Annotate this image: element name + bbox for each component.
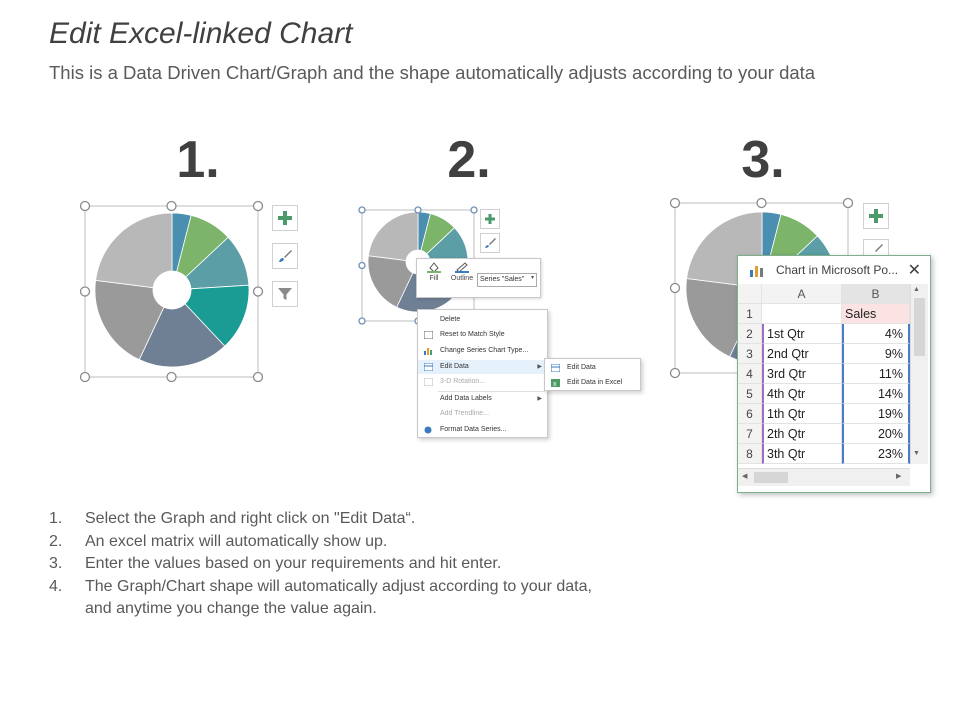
resize-handle[interactable] <box>167 373 176 382</box>
edit-data-icon <box>424 363 433 371</box>
cell-sales-value[interactable]: 14% <box>842 384 910 404</box>
brush-icon <box>277 248 293 264</box>
scroll-down-icon[interactable]: ▼ <box>913 450 920 457</box>
brush-icon <box>868 242 884 254</box>
step-number-1: 1. <box>176 131 220 189</box>
chart-styles-button[interactable] <box>272 243 298 269</box>
submenu-arrow-icon: ▶ <box>537 396 542 402</box>
pen-outline-icon <box>455 262 469 273</box>
menu-item-label: Edit Data <box>440 363 469 370</box>
resize-handle[interactable] <box>359 263 365 269</box>
resize-handle[interactable] <box>81 202 90 211</box>
resize-handle[interactable] <box>359 207 365 213</box>
format-series-icon <box>424 426 433 434</box>
plus-icon <box>277 210 293 226</box>
cell-sales-value[interactable]: 9% <box>842 344 910 364</box>
doughnut-slice[interactable] <box>96 213 172 288</box>
row-number: 1 <box>738 304 762 324</box>
plus-icon <box>484 213 496 225</box>
resize-handle[interactable] <box>81 287 90 296</box>
cell-b1-sales[interactable]: Sales <box>842 304 910 324</box>
menu-item-delete[interactable] <box>418 313 547 327</box>
menu-item-label: Delete <box>440 316 461 323</box>
edit-data-icon <box>551 364 560 372</box>
scroll-up-icon[interactable]: ▲ <box>913 286 920 293</box>
menu-item-3d-rotation <box>418 375 547 389</box>
excel-title-bar[interactable] <box>738 256 930 284</box>
cell-a1[interactable] <box>762 304 842 324</box>
plus-icon <box>868 208 884 224</box>
cell-category[interactable]: 1th Qtr <box>762 404 842 424</box>
menu-item-label: Add Trendline... <box>440 410 490 417</box>
submenu-item-edit-data[interactable] <box>545 361 640 375</box>
outline-button[interactable] <box>448 262 476 282</box>
column-header-b: B <box>842 284 910 304</box>
row-number: 2 <box>738 324 762 344</box>
step-number-3: 3. <box>741 131 785 189</box>
resize-handle[interactable] <box>254 287 263 296</box>
excel-data-window <box>737 255 931 493</box>
resize-handle[interactable] <box>254 373 263 382</box>
doughnut-slice[interactable] <box>368 212 418 260</box>
menu-item-label: Format Data Series... <box>440 426 507 433</box>
resize-handle[interactable] <box>254 202 263 211</box>
scroll-thumb[interactable] <box>754 472 788 483</box>
fill-button[interactable] <box>420 262 448 282</box>
scroll-left-icon[interactable]: ◀ <box>742 473 748 480</box>
cell-sales-value[interactable]: 4% <box>842 324 910 344</box>
context-menu <box>417 309 548 438</box>
menu-item-add-data-labels[interactable] <box>418 392 547 406</box>
scroll-thumb[interactable] <box>914 298 925 356</box>
menu-item-format-data-series[interactable] <box>418 423 547 437</box>
menu-item-change-chart-type[interactable] <box>418 344 547 358</box>
step3-chart-elements-button[interactable] <box>863 203 889 229</box>
chart-filters-button[interactable] <box>272 281 298 307</box>
step1-doughnut-chart[interactable] <box>95 213 249 367</box>
resize-handle[interactable] <box>81 373 90 382</box>
menu-item-reset-style[interactable] <box>418 328 547 342</box>
row-number: 8 <box>738 444 762 464</box>
step2-chart-elements-button[interactable] <box>480 209 500 229</box>
bar-chart-icon <box>424 347 433 355</box>
menu-item-add-trendline <box>418 407 547 421</box>
resize-handle[interactable] <box>167 202 176 211</box>
cell-sales-value[interactable]: 23% <box>842 444 910 464</box>
close-icon[interactable]: ✕ <box>907 262 921 279</box>
chevron-down-icon: ▾ <box>531 275 535 281</box>
svg-text:x: x <box>553 381 557 387</box>
page-title: Edit Excel-linked Chart <box>49 17 353 50</box>
submenu-arrow-icon: ▶ <box>537 364 542 370</box>
excel-icon <box>551 379 560 387</box>
column-header-a: A <box>762 284 842 304</box>
cell-category[interactable]: 2nd Qtr <box>762 344 842 364</box>
cell-sales-value[interactable]: 19% <box>842 404 910 424</box>
cell-category[interactable]: 1st Qtr <box>762 324 842 344</box>
step2-chart-styles-button[interactable] <box>480 233 500 253</box>
cell-sales-value[interactable]: 11% <box>842 364 910 384</box>
filter-icon <box>277 286 293 302</box>
brush-icon <box>484 237 496 249</box>
excel-title: Chart in Microsoft Po... <box>776 263 899 277</box>
cell-category[interactable]: 2th Qtr <box>762 424 842 444</box>
cell-category[interactable]: 4th Qtr <box>762 384 842 404</box>
menu-item-label: Add Data Labels <box>440 395 492 402</box>
resize-handle[interactable] <box>844 199 853 208</box>
resize-handle[interactable] <box>671 284 680 293</box>
row-number: 3 <box>738 344 762 364</box>
reset-style-icon <box>424 331 433 339</box>
page-subtitle: This is a Data Driven Chart/Graph and the shape automatically adjusts according to your data <box>49 62 816 83</box>
submenu-item-label: Edit Data <box>567 364 596 371</box>
submenu-item-edit-data-excel[interactable] <box>545 376 640 390</box>
resize-handle[interactable] <box>415 207 421 213</box>
fill-label: Fill <box>429 275 439 282</box>
step-number-2: 2. <box>447 131 491 189</box>
step3-chart-styles-button[interactable] <box>863 239 889 255</box>
resize-handle[interactable] <box>671 199 680 208</box>
resize-handle[interactable] <box>671 369 680 378</box>
resize-handle[interactable] <box>471 207 477 213</box>
horizontal-scrollbar[interactable] <box>738 468 910 486</box>
row-number: 5 <box>738 384 762 404</box>
cell-category[interactable]: 3th Qtr <box>762 444 842 464</box>
vertical-scrollbar[interactable] <box>910 284 928 464</box>
cell-sales-value[interactable]: 20% <box>842 424 910 444</box>
chart-elements-button[interactable] <box>272 205 298 231</box>
paint-bucket-icon <box>427 262 441 273</box>
scroll-right-icon[interactable]: ▶ <box>896 473 902 480</box>
row-number: 4 <box>738 364 762 384</box>
menu-item-edit-data[interactable] <box>418 360 547 374</box>
menu-item-label: 3-D Rotation... <box>440 378 486 385</box>
menu-item-label: Change Series Chart Type... <box>440 347 529 354</box>
rotation-icon <box>424 378 433 386</box>
resize-handle[interactable] <box>757 199 766 208</box>
row-number: 6 <box>738 404 762 424</box>
bar-chart-icon <box>750 264 766 277</box>
cell-category[interactable]: 3rd Qtr <box>762 364 842 384</box>
edit-data-submenu <box>544 358 641 391</box>
resize-handle[interactable] <box>359 318 365 324</box>
menu-item-label: Reset to Match Style <box>440 331 505 338</box>
series-select[interactable]: Series "Sales" <box>477 273 537 287</box>
outline-label: Outline <box>450 275 474 282</box>
select-all-corner <box>738 284 762 304</box>
row-number: 7 <box>738 424 762 444</box>
submenu-item-label: Edit Data in Excel <box>567 379 623 386</box>
format-mini-toolbar <box>416 258 541 298</box>
